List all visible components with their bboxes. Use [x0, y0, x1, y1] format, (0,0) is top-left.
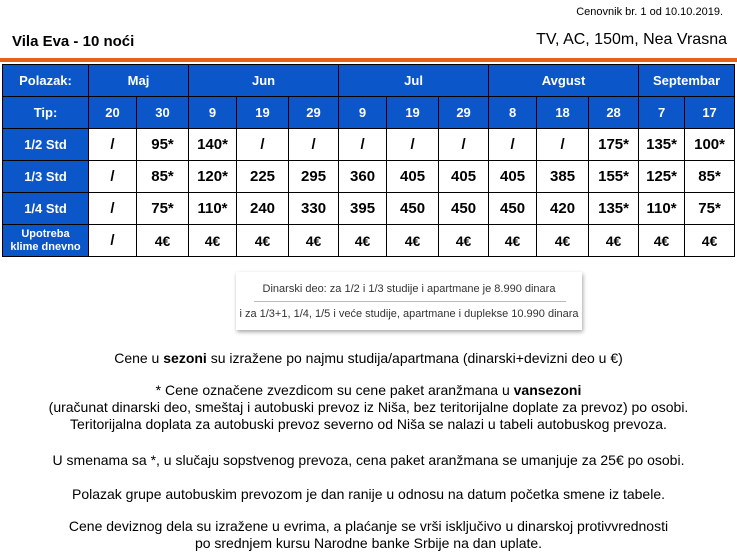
season-note	[0, 350, 737, 367]
price-cell: 4€	[289, 225, 339, 257]
day-cell: 7	[639, 97, 685, 129]
asterisk-note	[0, 382, 737, 433]
season-note-text-end: su izražene po najmu studija/apartmana (dinarski+devizni deo u €)	[206, 350, 623, 366]
accommodation-info: TV, AC, 150m, Nea Vrasna	[536, 31, 727, 48]
price-cell: 385	[537, 161, 589, 193]
day-row	[3, 97, 735, 129]
price-table	[2, 64, 735, 257]
type-label: Tip:	[3, 97, 89, 129]
price-cell: /	[439, 129, 489, 161]
season-note-text: Cene u	[114, 350, 164, 366]
price-cell: 95*	[137, 129, 189, 161]
departure-note: Polazak grupe autobuskim prevozom je dan ranije u odnosu na datum početka smene iz tabele.	[71, 486, 666, 502]
asterisk-note-text: * Cene označene zvezdicom su cene paket aranžmana u	[155, 382, 514, 398]
table-row	[3, 193, 735, 225]
price-cell: 420	[537, 193, 589, 225]
day-cell: 20	[89, 97, 137, 129]
day-cell: 18	[537, 97, 589, 129]
price-cell: 75*	[685, 193, 735, 225]
departure-label: Polazak:	[3, 65, 89, 97]
price-cell: 395	[339, 193, 387, 225]
price-cell: 135*	[589, 193, 639, 225]
price-cell: 330	[289, 193, 339, 225]
price-cell: 4€	[537, 225, 589, 257]
table-row	[3, 225, 735, 257]
price-cell: 85*	[137, 161, 189, 193]
day-cell: 17	[685, 97, 735, 129]
price-cell: 4€	[439, 225, 489, 257]
price-cell: 4€	[387, 225, 439, 257]
price-cell: 125*	[639, 161, 685, 193]
price-cell: 4€	[237, 225, 289, 257]
month-row	[3, 65, 735, 97]
price-cell: 225	[237, 161, 289, 193]
price-cell: /	[537, 129, 589, 161]
price-cell: 405	[387, 161, 439, 193]
price-cell: /	[89, 129, 137, 161]
price-cell: 110*	[639, 193, 685, 225]
price-cell: 140*	[189, 129, 237, 161]
currency-note	[0, 518, 737, 552]
price-cell: /	[339, 129, 387, 161]
page-header	[0, 24, 737, 58]
price-list-number: Cenovnik br. 1 od 10.10.2019.	[576, 6, 723, 18]
price-cell: 75*	[137, 193, 189, 225]
currency-note-line2: po srednjem kursu Narodne banke Srbije na dan uplate.	[194, 535, 543, 551]
price-cell: 4€	[339, 225, 387, 257]
ac-usage-label-line2: klime dnevno	[10, 240, 81, 253]
day-cell: 19	[387, 97, 439, 129]
own-transport-note: U smenama sa *, u slučaju sopstvenog prevoza, cena paket aranžmana se umanjuje za 25€ po osobi.	[52, 452, 685, 468]
day-cell: 9	[189, 97, 237, 129]
price-cell: 100*	[685, 129, 735, 161]
price-cell: 450	[387, 193, 439, 225]
price-cell: 110*	[189, 193, 237, 225]
season-note-bold: sezoni	[163, 350, 207, 366]
price-cell: /	[237, 129, 289, 161]
price-cell: 135*	[639, 129, 685, 161]
ac-usage-label-line1: Upotreba	[21, 227, 70, 240]
price-cell: /	[489, 129, 537, 161]
asterisk-note-bold: vansezoni	[513, 382, 582, 398]
price-cell: 360	[339, 161, 387, 193]
header-divider	[0, 58, 737, 62]
price-cell: 295	[289, 161, 339, 193]
price-cell: 4€	[639, 225, 685, 257]
table-row	[3, 161, 735, 193]
price-cell: 405	[439, 161, 489, 193]
price-cell: 4€	[685, 225, 735, 257]
dinar-note-line2: i za 1/3+1, 1/4, 1/5 i veće studije, apartmane i duplekse 10.990 dinara	[239, 308, 579, 320]
month-cell: Jun	[189, 65, 339, 97]
price-cell: 450	[439, 193, 489, 225]
day-cell: 19	[237, 97, 289, 129]
price-cell: /	[387, 129, 439, 161]
day-cell: 29	[289, 97, 339, 129]
price-cell: /	[89, 225, 137, 257]
price-cell: 4€	[589, 225, 639, 257]
month-cell: Septembar	[639, 65, 735, 97]
day-cell: 8	[489, 97, 537, 129]
day-cell: 29	[439, 97, 489, 129]
price-cell: 175*	[589, 129, 639, 161]
day-cell: 9	[339, 97, 387, 129]
room-type-label: 1/2 Std	[3, 129, 89, 161]
dinar-note-box	[236, 272, 582, 330]
price-cell: 4€	[137, 225, 189, 257]
dinar-note-line1: Dinarski deo: za 1/2 i 1/3 studije i apartmane je 8.990 dinara	[262, 283, 556, 295]
price-cell: 4€	[489, 225, 537, 257]
page-title: Vila Eva - 10 noći	[12, 33, 135, 50]
asterisk-note-line2: (uračunat dinarski deo, smeštaj i autobuski prevoz iz Niša, bez teritorijalne doplate za prevoz) po osobi.	[48, 399, 689, 415]
month-cell: Jul	[339, 65, 489, 97]
price-cell: 240	[237, 193, 289, 225]
price-cell: 405	[489, 161, 537, 193]
month-cell: Avgust	[489, 65, 639, 97]
room-type-label: 1/4 Std	[3, 193, 89, 225]
month-cell: Maj	[89, 65, 189, 97]
note-divider	[254, 301, 566, 302]
price-cell: 4€	[189, 225, 237, 257]
price-cell: /	[289, 129, 339, 161]
room-type-label: 1/3 Std	[3, 161, 89, 193]
price-cell: /	[89, 161, 137, 193]
price-cell: 120*	[189, 161, 237, 193]
ac-usage-label	[3, 225, 89, 257]
asterisk-note-line3: Teritorijalna doplata za autobuski prevoz severno od Niša se nalazi u tabeli autobuskog prevoza.	[70, 416, 667, 432]
price-cell: 450	[489, 193, 537, 225]
price-cell: 155*	[589, 161, 639, 193]
day-cell: 30	[137, 97, 189, 129]
price-cell: /	[89, 193, 137, 225]
currency-note-line1: Cene deviznog dela su izražene u evrima, a plaćanje se vrši isključivo u dinarskoj protivvrednosti	[68, 518, 669, 534]
table-row	[3, 129, 735, 161]
day-cell: 28	[589, 97, 639, 129]
price-cell: 85*	[685, 161, 735, 193]
